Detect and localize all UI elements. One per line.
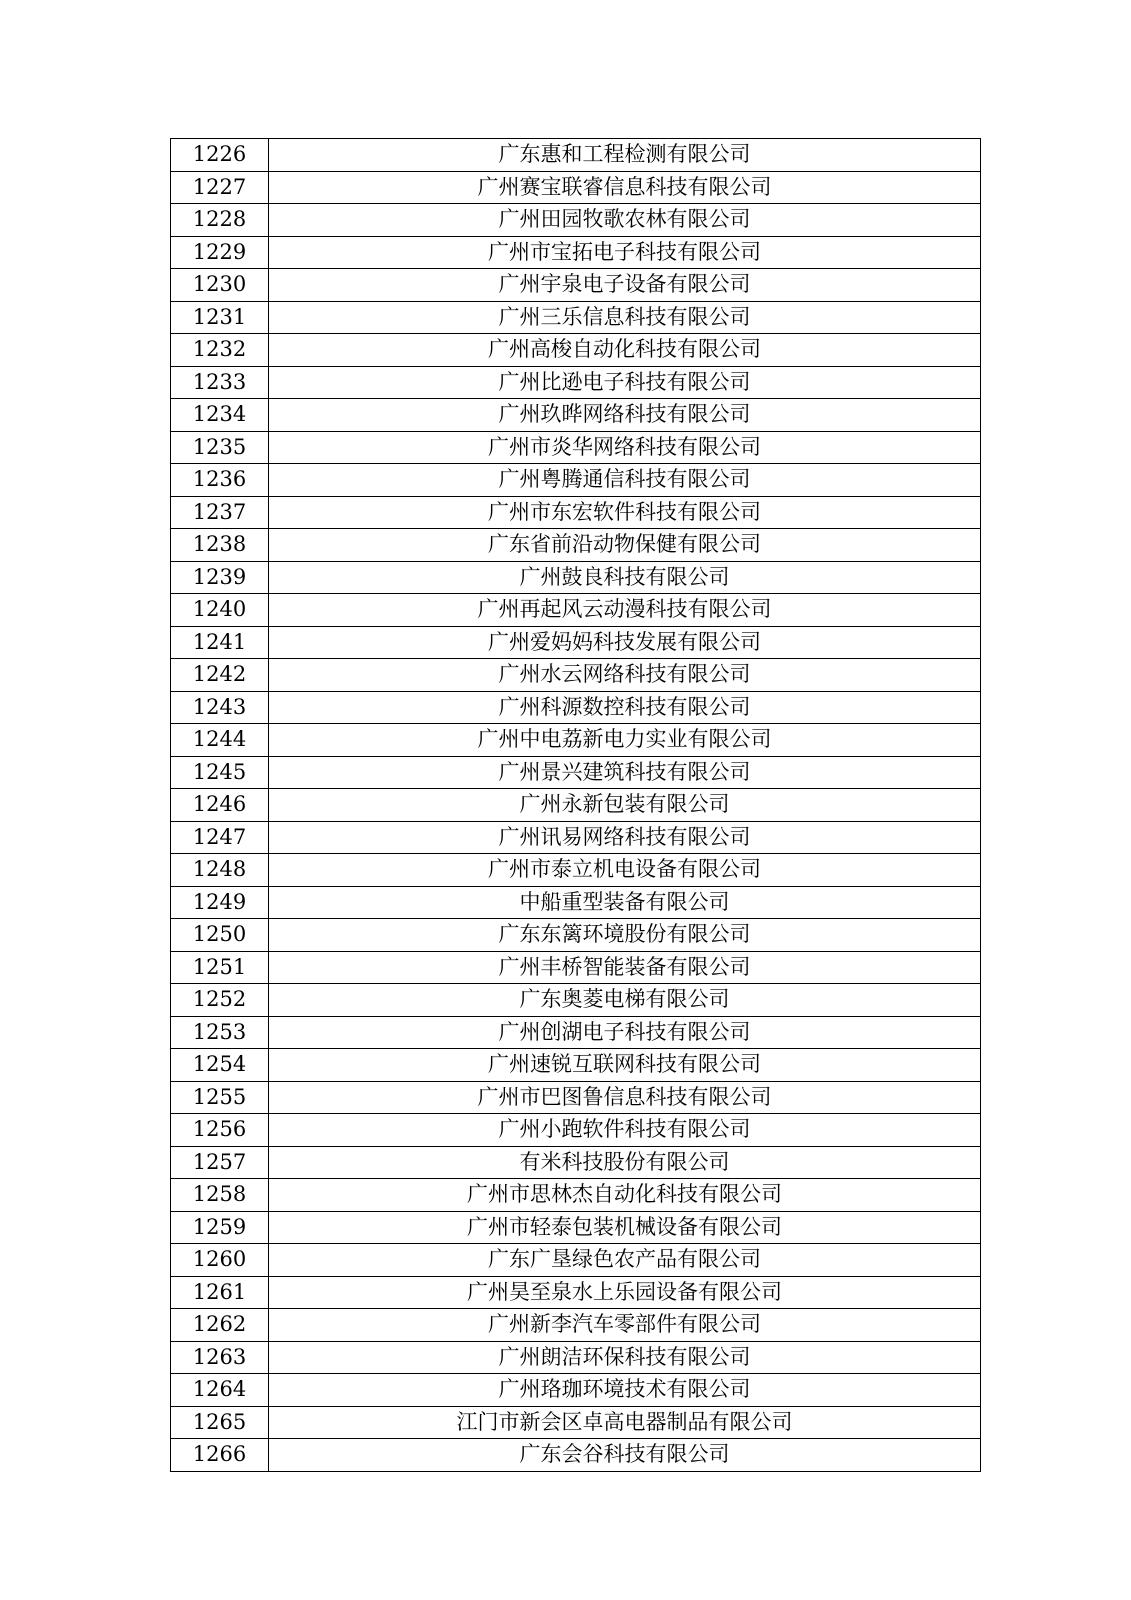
- company-name: 广州爱妈妈科技发展有限公司: [269, 626, 981, 659]
- table-row: [171, 139, 981, 172]
- table-row: [171, 1179, 981, 1212]
- company-name: 广州赛宝联睿信息科技有限公司: [269, 171, 981, 204]
- company-name: 广东东篱环境股份有限公司: [269, 919, 981, 952]
- row-number: 1253: [171, 1016, 269, 1049]
- company-name: 广州速锐互联网科技有限公司: [269, 1049, 981, 1082]
- table-row: [171, 951, 981, 984]
- row-number: 1246: [171, 789, 269, 822]
- company-name: 广州科源数控科技有限公司: [269, 691, 981, 724]
- row-number: 1237: [171, 496, 269, 529]
- company-name: 广州鼓良科技有限公司: [269, 561, 981, 594]
- table-row: [171, 496, 981, 529]
- row-number: 1230: [171, 269, 269, 302]
- company-name: 广州三乐信息科技有限公司: [269, 301, 981, 334]
- table-row: [171, 204, 981, 237]
- table-row: [171, 171, 981, 204]
- row-number: 1240: [171, 594, 269, 627]
- table-row: [171, 1309, 981, 1342]
- company-name: 广州市宝拓电子科技有限公司: [269, 236, 981, 269]
- row-number: 1263: [171, 1341, 269, 1374]
- table-row: [171, 1341, 981, 1374]
- table-row: [171, 269, 981, 302]
- table-row: [171, 1081, 981, 1114]
- table-row: [171, 724, 981, 757]
- row-number: 1239: [171, 561, 269, 594]
- company-name: 广州田园牧歌农林有限公司: [269, 204, 981, 237]
- table-row: [171, 789, 981, 822]
- table-row: [171, 1439, 981, 1472]
- company-name: 江门市新会区卓高电器制品有限公司: [269, 1406, 981, 1439]
- table-row: [171, 659, 981, 692]
- table-row: [171, 1114, 981, 1147]
- company-name: 广州小跑软件科技有限公司: [269, 1114, 981, 1147]
- company-name: 广东惠和工程检测有限公司: [269, 139, 981, 172]
- company-name: 广州宇泉电子设备有限公司: [269, 269, 981, 302]
- company-name: 广州比逊电子科技有限公司: [269, 366, 981, 399]
- table-row: [171, 1406, 981, 1439]
- row-number: 1264: [171, 1374, 269, 1407]
- company-name: 广州珞珈环境技术有限公司: [269, 1374, 981, 1407]
- row-number: 1242: [171, 659, 269, 692]
- row-number: 1259: [171, 1211, 269, 1244]
- company-name: 广州玖晔网络科技有限公司: [269, 399, 981, 432]
- table-row: [171, 691, 981, 724]
- table-row: [171, 561, 981, 594]
- row-number: 1234: [171, 399, 269, 432]
- row-number: 1261: [171, 1276, 269, 1309]
- row-number: 1235: [171, 431, 269, 464]
- company-name: 广州永新包装有限公司: [269, 789, 981, 822]
- table-row: [171, 1049, 981, 1082]
- row-number: 1243: [171, 691, 269, 724]
- company-name: 广州再起风云动漫科技有限公司: [269, 594, 981, 627]
- company-name: 广州景兴建筑科技有限公司: [269, 756, 981, 789]
- row-number: 1255: [171, 1081, 269, 1114]
- table-row: [171, 399, 981, 432]
- company-name: 广州水云网络科技有限公司: [269, 659, 981, 692]
- company-name: 广州丰桥智能装备有限公司: [269, 951, 981, 984]
- company-name: 广州创湖电子科技有限公司: [269, 1016, 981, 1049]
- company-name: 广东省前沿动物保健有限公司: [269, 529, 981, 562]
- company-name: 广州昊至泉水上乐园设备有限公司: [269, 1276, 981, 1309]
- table-row: [171, 854, 981, 887]
- row-number: 1247: [171, 821, 269, 854]
- table-row: [171, 1244, 981, 1277]
- table-row: [171, 1016, 981, 1049]
- company-list-table: [170, 138, 981, 1472]
- table-row: [171, 464, 981, 497]
- row-number: 1252: [171, 984, 269, 1017]
- row-number: 1250: [171, 919, 269, 952]
- row-number: 1260: [171, 1244, 269, 1277]
- table-row: [171, 756, 981, 789]
- row-number: 1238: [171, 529, 269, 562]
- table-row: [171, 366, 981, 399]
- row-number: 1228: [171, 204, 269, 237]
- row-number: 1232: [171, 334, 269, 367]
- company-name: 广州朗洁环保科技有限公司: [269, 1341, 981, 1374]
- company-name: 广东广垦绿色农产品有限公司: [269, 1244, 981, 1277]
- row-number: 1254: [171, 1049, 269, 1082]
- table-row: [171, 236, 981, 269]
- row-number: 1245: [171, 756, 269, 789]
- table-row: [171, 529, 981, 562]
- row-number: 1256: [171, 1114, 269, 1147]
- company-name: 广州市炎华网络科技有限公司: [269, 431, 981, 464]
- row-number: 1244: [171, 724, 269, 757]
- company-name: 有米科技股份有限公司: [269, 1146, 981, 1179]
- company-name: 广州讯易网络科技有限公司: [269, 821, 981, 854]
- row-number: 1266: [171, 1439, 269, 1472]
- row-number: 1233: [171, 366, 269, 399]
- row-number: 1257: [171, 1146, 269, 1179]
- row-number: 1248: [171, 854, 269, 887]
- row-number: 1231: [171, 301, 269, 334]
- table-row: [171, 1146, 981, 1179]
- row-number: 1262: [171, 1309, 269, 1342]
- company-list-body: [171, 139, 981, 1472]
- table-row: [171, 626, 981, 659]
- company-name: 广州市思林杰自动化科技有限公司: [269, 1179, 981, 1212]
- company-name: 广东奥菱电梯有限公司: [269, 984, 981, 1017]
- table-row: [171, 919, 981, 952]
- table-row: [171, 1374, 981, 1407]
- company-name: 广州新李汽车零部件有限公司: [269, 1309, 981, 1342]
- row-number: 1227: [171, 171, 269, 204]
- table-row: [171, 301, 981, 334]
- table-row: [171, 1276, 981, 1309]
- company-name: 广州中电荔新电力实业有限公司: [269, 724, 981, 757]
- table-row: [171, 334, 981, 367]
- company-name: 广州市东宏软件科技有限公司: [269, 496, 981, 529]
- company-name: 广州市轻泰包装机械设备有限公司: [269, 1211, 981, 1244]
- row-number: 1251: [171, 951, 269, 984]
- table-row: [171, 821, 981, 854]
- company-name: 广州市泰立机电设备有限公司: [269, 854, 981, 887]
- row-number: 1229: [171, 236, 269, 269]
- table-row: [171, 984, 981, 1017]
- table-row: [171, 594, 981, 627]
- table-row: [171, 886, 981, 919]
- row-number: 1236: [171, 464, 269, 497]
- row-number: 1258: [171, 1179, 269, 1212]
- company-name: 中船重型装备有限公司: [269, 886, 981, 919]
- table-row: [171, 1211, 981, 1244]
- row-number: 1241: [171, 626, 269, 659]
- company-name: 广东会谷科技有限公司: [269, 1439, 981, 1472]
- company-name: 广州高梭自动化科技有限公司: [269, 334, 981, 367]
- row-number: 1249: [171, 886, 269, 919]
- company-name: 广州市巴图鲁信息科技有限公司: [269, 1081, 981, 1114]
- row-number: 1265: [171, 1406, 269, 1439]
- row-number: 1226: [171, 139, 269, 172]
- table-row: [171, 431, 981, 464]
- company-name: 广州粤腾通信科技有限公司: [269, 464, 981, 497]
